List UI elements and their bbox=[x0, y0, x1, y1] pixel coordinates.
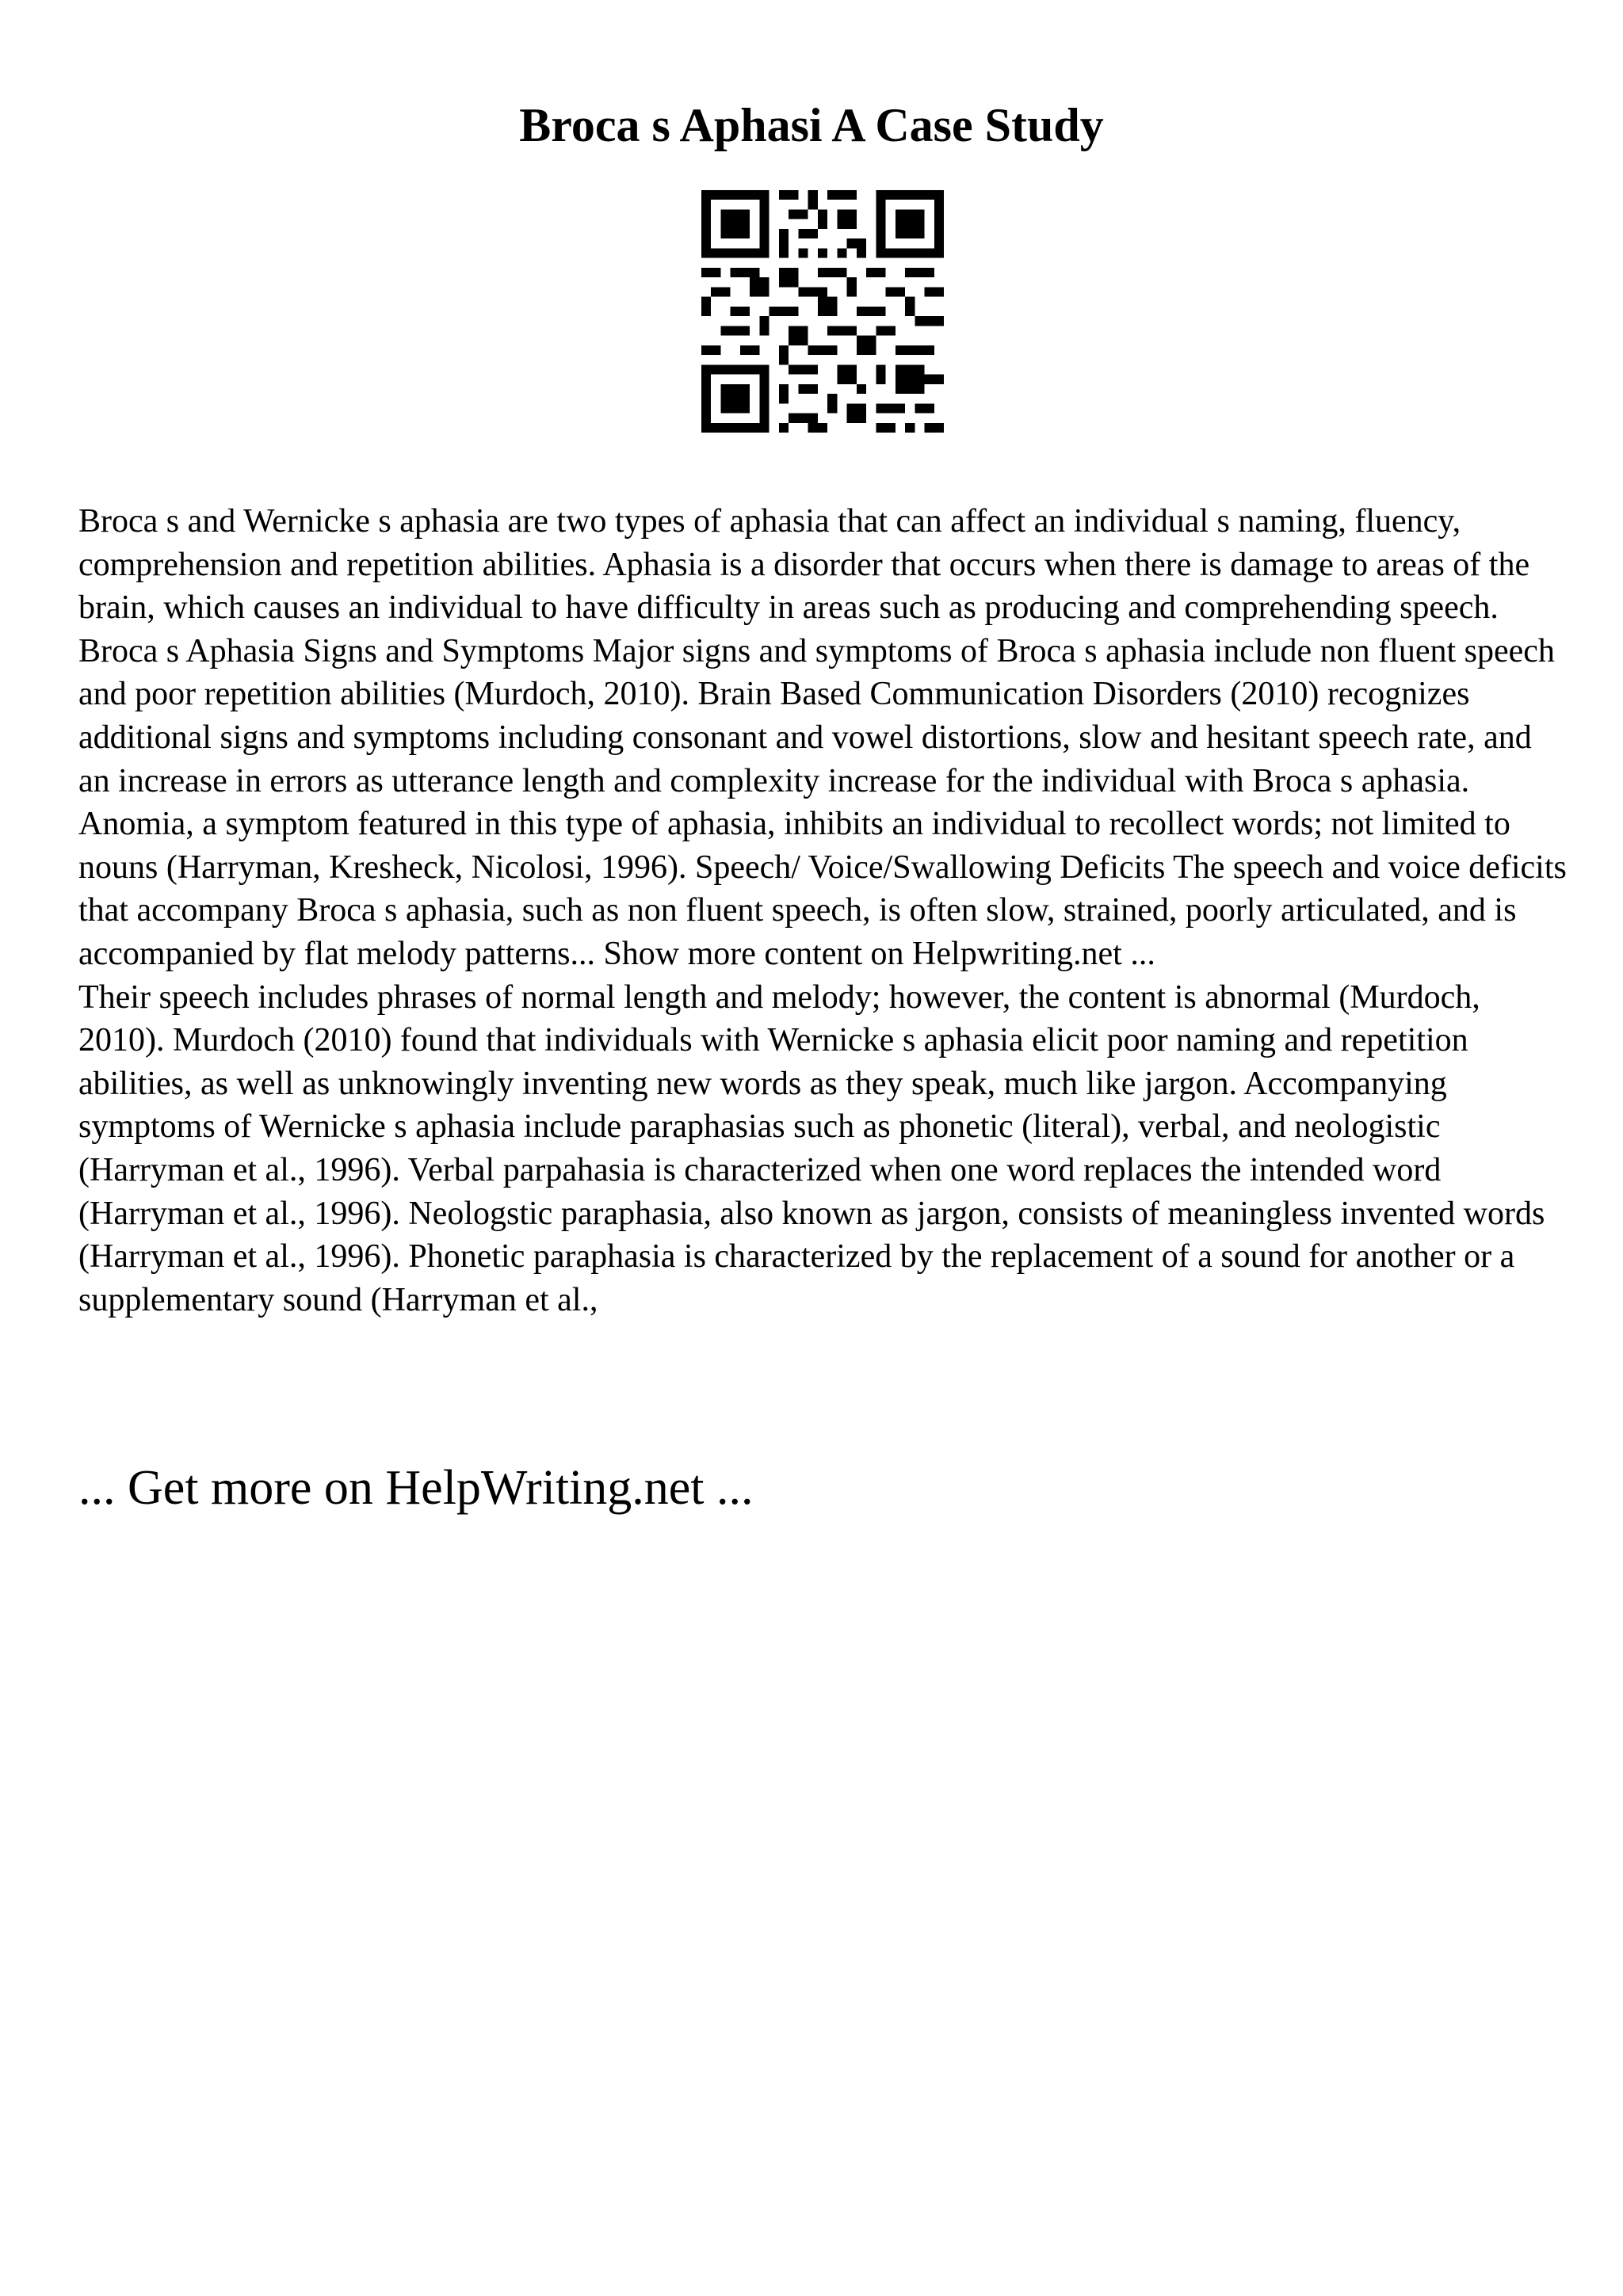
qr-code-icon[interactable] bbox=[701, 190, 944, 433]
qr-code-graphic bbox=[701, 190, 944, 433]
article-body bbox=[78, 500, 1568, 1322]
article-paragraph: Broca s and Wernicke s aphasia are two types of aphasia that can affect an individual s naming, fluency, comprehension and repetition abilities. Aphasia is a disorder that occurs when there is damage to areas of the brain, which causes an individual to have difficulty in areas such as producing and comprehending speech. Broca s Aphasia Signs and Symptoms Major signs and symptoms of Broca s aphasia include non fluent speech and poor repetition abilities (Murdoch, 2010). Brain Based Communication Disorders (2010) recognizes additional signs and symptoms including consonant and vowel distortions, slow and hesitant speech rate, and an increase in errors as utterance length and complexity increase for the individual with Broca s aphasia. Anomia, a symptom featured in this type of aphasia, inhibits an individual to recollect words; not limited to nouns (Harryman, Kresheck, Nicolosi, 1996). Speech/ Voice/Swallowing Deficits The speech and voice deficits that accompany Broca s aphasia, such as non fluent speech, is often slow, strained, poorly articulated, and is accompanied by flat melody patterns... Show more content on Helpwriting.net ... bbox=[78, 503, 1567, 972]
get-more-link[interactable]: ... Get more on HelpWriting.net ... bbox=[78, 1461, 754, 1515]
article-paragraph: Their speech includes phrases of normal length and melody; however, the content is abnormal (Murdoch, 2010). Murdoch (2010) found that individuals with Wernicke s aphasia elicit poor naming and repetition abilities, as well as unknowingly inventing new words as they speak, much like jargon. Accompanying symptoms of Wernicke s aphasia include paraphasias such as phonetic (literal), verbal, and neologistic (Harryman et al., 1996). Verbal parpahasia is characterized when one word replaces the intended word (Harryman et al., 1996). Neologstic paraphasia, also known as jargon, consists of meaningless invented words (Harryman et al., 1996). Phonetic paraphasia is characterized by the replacement of a sound for another or a supplementary sound (Harryman et al., bbox=[78, 978, 1545, 1318]
page-title: Broca s Aphasi A Case Study bbox=[519, 99, 1104, 151]
